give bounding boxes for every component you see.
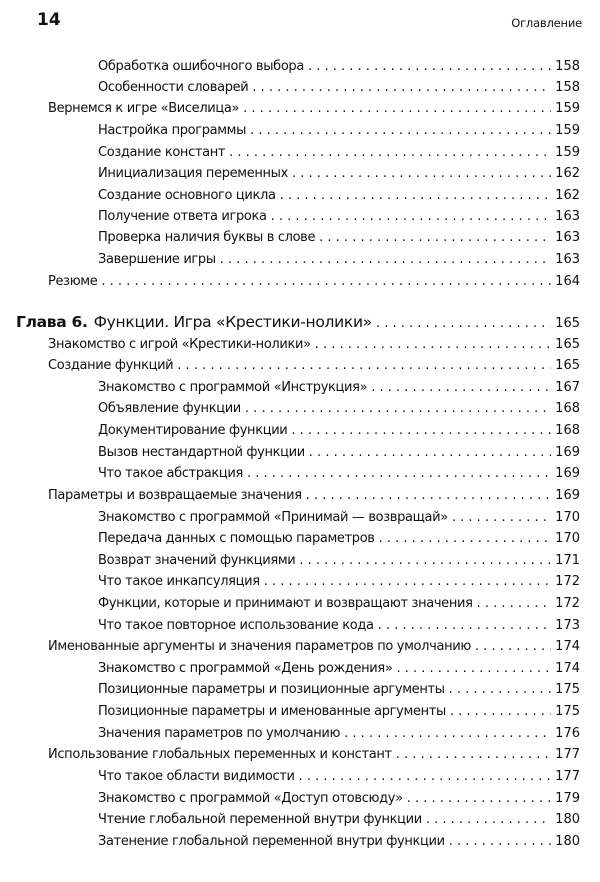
toc-page-number: 174 [555, 661, 580, 676]
dot-leader [371, 378, 551, 398]
running-title: Оглавление [511, 16, 582, 30]
dot-leader [452, 508, 551, 528]
toc-entry-text: Затенение глобальной переменной внутри функции [98, 834, 445, 849]
toc-entry[interactable] [98, 810, 580, 830]
dot-leader [292, 164, 551, 184]
toc-entry-text: Знакомство с игрой «Крестики-нолики» [48, 337, 311, 352]
toc-entry-title [98, 228, 315, 248]
toc-page-number: 175 [555, 682, 580, 697]
toc-entry-title [98, 616, 374, 636]
toc-entry[interactable] [48, 745, 580, 765]
toc-entry[interactable] [48, 637, 580, 657]
toc-entry-text: Позиционные параметры и именованные аргументы [98, 704, 446, 719]
toc-page-number: 168 [555, 401, 580, 416]
toc-entry-text: Передача данных с помощью параметров [98, 531, 375, 546]
dot-leader [449, 680, 552, 700]
dot-leader [379, 529, 552, 549]
toc-entry-text: Возврат значений функциями [98, 553, 296, 568]
toc-entry-title [48, 745, 392, 765]
toc-page-number: 165 [555, 337, 580, 352]
toc-entry-text: Завершение игры [98, 252, 216, 267]
toc-entry-text: Инициализация переменных [98, 166, 288, 181]
toc-entry[interactable] [98, 143, 580, 163]
toc-entry-title [98, 464, 243, 484]
toc-entry-text: Обработка ошибочного выбора [98, 59, 304, 74]
dot-leader [280, 186, 552, 206]
toc-page-number: 165 [555, 358, 580, 373]
toc-entry-title [98, 724, 340, 744]
dot-leader [291, 421, 551, 441]
toc-page-number: 158 [555, 59, 580, 74]
toc-entry-text: Создание основного цикла [98, 188, 276, 203]
dot-leader [315, 335, 551, 355]
toc-entry-text: Именованные аргументы и значения параметров по умолчанию [48, 639, 471, 654]
toc-entry-title [98, 659, 392, 679]
toc-entry-title [48, 356, 173, 376]
dot-leader [477, 594, 552, 614]
toc-page-number: 177 [555, 769, 580, 784]
toc-page-number: 168 [555, 423, 580, 438]
toc-page-number: 165 [555, 316, 580, 331]
toc-entry[interactable] [48, 272, 580, 292]
toc-entry-title [98, 529, 375, 549]
toc-entry-title [48, 486, 302, 506]
toc-entry[interactable] [98, 121, 580, 141]
toc-entry[interactable] [98, 186, 580, 206]
toc-entry-title [98, 164, 288, 184]
toc-page-number: 159 [555, 145, 580, 160]
toc-entry-title [48, 637, 471, 657]
toc-entry-text: Знакомство с программой «День рождения» [98, 661, 393, 676]
toc-page-number: 169 [555, 445, 580, 460]
toc-entry[interactable] [48, 486, 580, 506]
toc-entry-title [48, 335, 311, 355]
toc-page-number: 162 [555, 188, 580, 203]
toc-page-number: 179 [555, 791, 580, 806]
toc-entry[interactable] [48, 356, 580, 376]
dot-leader [229, 143, 551, 163]
toc-entry-title [98, 78, 248, 98]
toc-entry[interactable] [48, 335, 580, 355]
toc-entry[interactable] [98, 832, 580, 852]
toc-entry-text: Значения параметров по умолчанию [98, 726, 341, 741]
toc-entry[interactable] [98, 250, 580, 270]
toc-page-number: 170 [555, 510, 580, 525]
toc-entry[interactable] [98, 616, 580, 636]
toc-entry-title [98, 572, 260, 592]
toc-entry[interactable] [98, 78, 580, 98]
toc-entry[interactable] [98, 508, 580, 528]
toc-entry-title [98, 594, 473, 614]
toc-entry-title [48, 272, 97, 292]
toc-entry-title [98, 143, 225, 163]
toc-page-number: 176 [555, 726, 580, 741]
toc-page-number: 159 [555, 123, 580, 138]
toc-entry[interactable] [98, 399, 580, 419]
toc-entry[interactable] [98, 594, 580, 614]
toc-chapter-entry[interactable] [16, 312, 580, 332]
dot-leader [426, 810, 551, 830]
toc-entry-title [98, 810, 422, 830]
toc-page-number: 158 [555, 80, 580, 95]
toc-entry-title [98, 250, 216, 270]
toc-page-number: 169 [555, 488, 580, 503]
dot-leader [243, 99, 551, 119]
toc-entry[interactable] [98, 702, 580, 722]
dot-leader [220, 250, 551, 270]
toc-page-number: 164 [555, 274, 580, 289]
toc-entry[interactable] [98, 57, 580, 77]
toc-page-number: 172 [555, 596, 580, 611]
toc-entry[interactable] [98, 724, 580, 744]
toc-page-number: 169 [555, 466, 580, 481]
toc-entry-text: Документирование функции [98, 423, 288, 438]
toc-page-number: 180 [555, 812, 580, 827]
toc-entry-title [98, 421, 287, 441]
dot-leader [475, 637, 551, 657]
dot-leader [264, 572, 551, 592]
dot-leader [245, 399, 551, 419]
toc-entry-title [98, 508, 448, 528]
dot-leader [306, 486, 552, 506]
toc-entry-text: Использование глобальных переменных и констант [48, 747, 392, 762]
toc-entry-title [98, 121, 246, 141]
toc-entry-title [98, 207, 267, 227]
toc-entry[interactable] [98, 551, 580, 571]
toc-page-number: 175 [555, 704, 580, 719]
toc-entry-text: Функции, которые и принимают и возвращают значения [98, 596, 473, 611]
dot-leader [319, 228, 551, 248]
dot-leader [299, 767, 552, 787]
toc-entry-text: Параметры и возвращаемые значения [48, 488, 302, 503]
toc-entry-text: Проверка наличия буквы в слове [98, 230, 316, 245]
toc-entry-title [98, 832, 445, 852]
dot-leader [177, 356, 551, 376]
toc-entry[interactable] [98, 228, 580, 248]
toc-entry-text: Вернемся к игре «Виселица» [48, 101, 240, 116]
toc-entry-text: Знакомство с программой «Принимай — возвращай» [98, 510, 448, 525]
dot-leader [396, 745, 551, 765]
toc-entry[interactable] [98, 529, 580, 549]
toc-page-number: 174 [555, 639, 580, 654]
dot-leader [450, 702, 551, 722]
dot-leader [376, 314, 551, 334]
toc-page-number: 173 [555, 618, 580, 633]
toc-page-number: 171 [555, 553, 580, 568]
toc-entry-title [98, 186, 276, 206]
toc-page-number: 159 [555, 101, 580, 116]
toc-page-number: 177 [555, 747, 580, 762]
toc-entry-title [98, 378, 367, 398]
toc-entry-text: Создание функций [48, 358, 174, 373]
toc-page-number: 163 [555, 252, 580, 267]
toc-page-number: 170 [555, 531, 580, 546]
toc-entry-text: Что такое инкапсуляция [98, 574, 260, 589]
toc-entry-text: Знакомство с программой «Доступ отовсюду» [98, 791, 403, 806]
dot-leader [101, 272, 551, 292]
toc-entry[interactable] [98, 443, 580, 463]
toc-entry-title [98, 702, 446, 722]
toc-entry-title [98, 767, 295, 787]
toc-entry-text: Объявление функции [98, 401, 241, 416]
toc-entry-text: Получение ответа игрока [98, 209, 267, 224]
dot-leader [271, 207, 552, 227]
toc-page-number: 172 [555, 574, 580, 589]
toc-page-number: 162 [555, 166, 580, 181]
toc-entry-title [98, 57, 304, 77]
toc-page-number: 163 [555, 209, 580, 224]
toc-entry-text: Чтение глобальной переменной внутри функции [98, 812, 422, 827]
toc-page-number: 167 [555, 380, 580, 395]
toc-entry-text: Особенности словарей [98, 80, 249, 95]
toc-entry[interactable] [98, 164, 580, 184]
toc-entry-title [98, 443, 305, 463]
toc-page-number: 163 [555, 230, 580, 245]
toc-entry-text: Резюме [48, 274, 98, 289]
dot-leader [252, 78, 551, 98]
toc-entry[interactable] [98, 680, 580, 700]
page-number: 14 [37, 10, 61, 30]
toc-entry-title [98, 789, 403, 809]
toc-entry-title [98, 399, 241, 419]
toc-entry[interactable] [98, 789, 580, 809]
dot-leader [396, 659, 551, 679]
toc-entry-text: Позиционные параметры и позиционные аргументы [98, 682, 445, 697]
toc-entry[interactable] [98, 767, 580, 787]
dot-leader [299, 551, 551, 571]
dot-leader [407, 789, 551, 809]
toc-entry-text: Что такое области видимости [98, 769, 295, 784]
toc-entry[interactable] [48, 99, 580, 119]
dot-leader [449, 832, 551, 852]
toc-page-number: 180 [555, 834, 580, 849]
dot-leader [247, 464, 551, 484]
chapter-number: Глава 6. [16, 313, 88, 331]
toc-entry-title [98, 551, 295, 571]
toc-entry[interactable] [98, 421, 580, 441]
dot-leader [308, 57, 551, 77]
toc-entry[interactable] [98, 207, 580, 227]
toc-entry-text: Что такое абстракция [98, 466, 243, 481]
toc-entry-text: Вызов нестандартной функции [98, 445, 305, 460]
toc-entry-text: Что такое повторное использование кода [98, 618, 374, 633]
toc-entry-title [98, 680, 445, 700]
dot-leader [344, 724, 551, 744]
toc-entry[interactable] [98, 464, 580, 484]
toc-entry-title [16, 312, 372, 332]
dot-leader [378, 616, 552, 636]
toc-entry-text: Знакомство с программой «Инструкция» [98, 380, 368, 395]
toc-entry[interactable] [98, 378, 580, 398]
toc-entry[interactable] [98, 659, 580, 679]
dot-leader [250, 121, 551, 141]
dot-leader [309, 443, 551, 463]
toc-entry-text: Создание констант [98, 145, 226, 160]
toc-entry-title [48, 99, 239, 119]
toc-entry-text: Функции. Игра «Крестики-нолики» [93, 313, 372, 331]
toc-entry-text: Настройка программы [98, 123, 247, 138]
toc-entry[interactable] [98, 572, 580, 592]
